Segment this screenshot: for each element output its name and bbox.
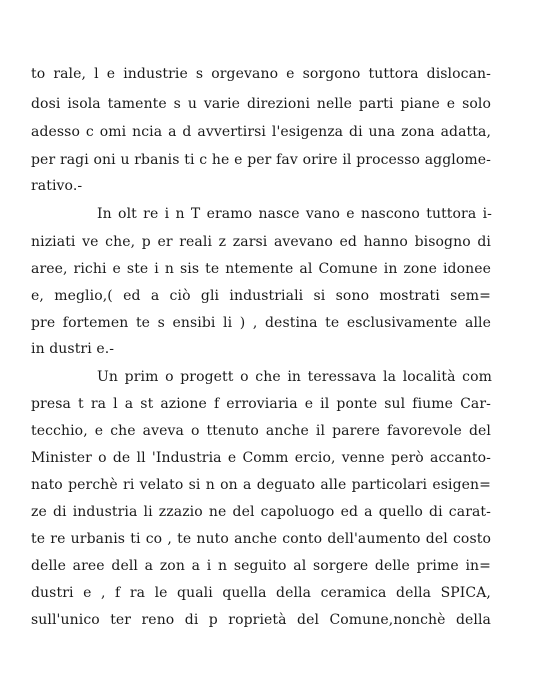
text-line: tecchio, e che aveva o ttenuto anche il parere favorevole del [31,423,491,439]
paragraph-first-line: In olt re i n T eramo nasce vano e nascono tuttora i- [97,206,492,222]
text-line: dosi isola tamente s u varie direzioni nelle parti piane e solo [31,96,491,112]
text-line: pre fortemen te s ensibi li ) , destina te esclusivamente alle [31,315,491,331]
text-line: rativo.- [31,178,83,194]
text-line: nato perchè ri velato si n on a deguato alle particolari esigen= [31,477,491,493]
text-line: niziati ve che, p er reali z zarsi avevano ed hanno bisogno di [31,234,491,250]
text-line: Minister o de ll 'Industria e Comm ercio, venne però accanto- [31,450,491,466]
text-line: e, meglio,( ed a ciò gli industriali si sono mostrati sem= [31,288,491,304]
text-line: dustri e , f ra le quali quella della ceramica della SPICA, [31,585,491,601]
text-line: adesso c omi ncia a d avvertirsi l'esigenza di una zona adatta, [31,124,491,140]
text-line: presa t ra l a st azione f erroviaria e il ponte sul fiume Car- [31,396,491,412]
text-line: in dustri e.- [31,341,115,357]
text-line: te re urbanis ti co , te nuto anche conto dell'aumento del costo [31,531,491,547]
text-line: per ragi oni u rbanis ti c he e per fav orire il processo agglome- [31,152,491,168]
text-line: to rale, l e industrie s orgevano e sorgono tuttora dislocan- [31,66,491,82]
text-line: aree, richi e ste i n sis te ntemente al Comune in zone idonee [31,261,491,277]
text-line: sull'unico ter reno di p roprietà del Comune,nonchè della [31,612,491,628]
text-line: delle aree dell a zon a i n seguito al sorgere delle prime in= [31,558,491,574]
text-line: ze di industria li zzazio ne del capoluogo ed a quello di carat- [31,504,491,520]
paragraph-first-line: Un prim o progett o che in teressava la località com [97,369,492,385]
